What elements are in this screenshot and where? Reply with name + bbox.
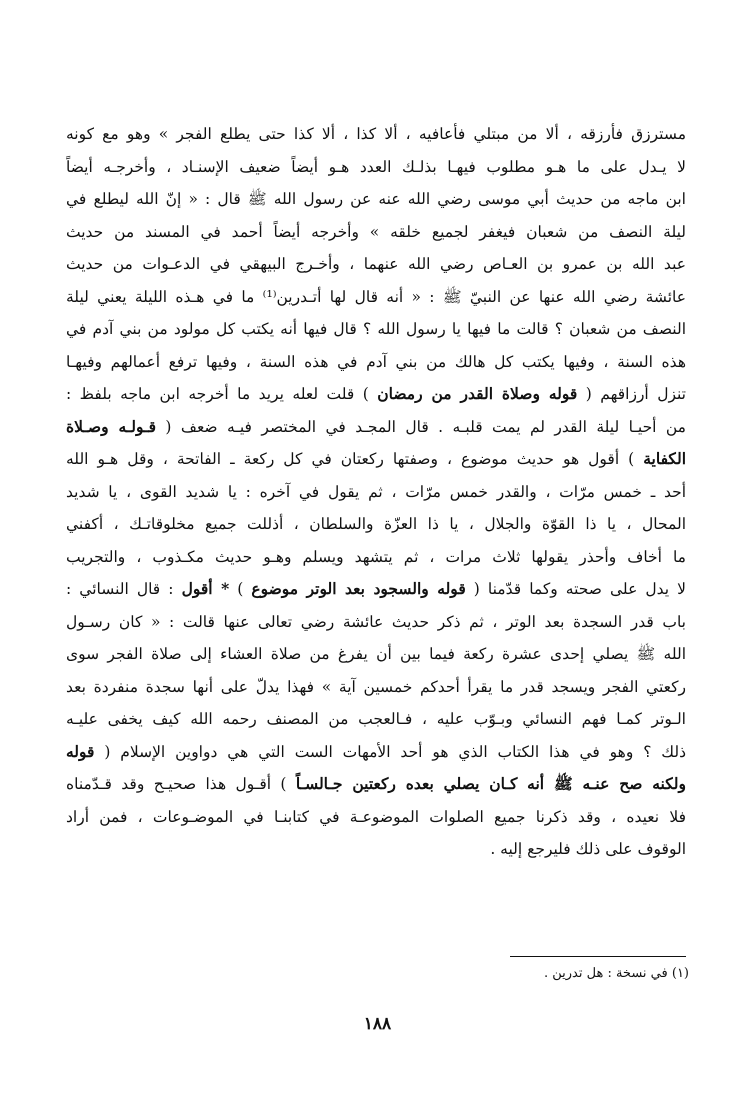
text-fragment: ) أقـول هذا صحيـح وقد قـدّمناه: [66, 775, 296, 793]
body-text: [66, 118, 686, 866]
bold-heading-fragment: قوله: [66, 741, 95, 761]
text-line: [66, 443, 686, 476]
text-fragment: ذلك ؟ وهو في هذا الكتاب الذي هو أحد الأمهات الست التي هي دواوين الإسلام (: [94, 742, 686, 761]
text-fragment: عبد الله بن عمرو بن العـاص رضي الله عنهما ، وأخـرج البيهقي في الدعـوات من حديث: [66, 255, 686, 273]
text-fragment: باب قدر السجدة بعد الوتر ، ثم ذكر حديث عائشة رضي تعالى عنها قالت : « كان رسـول: [66, 612, 686, 631]
bold-heading-fragment: ولكنه صح عنـه ﷺ أنه كـان يصلي بعده ركعتين جـالسـاً: [295, 774, 686, 793]
text-fragment: الوقوف على ذلك فليرجع إليه .: [490, 840, 686, 858]
text-fragment: أحد ـ خمس مرّات ، والقدر خمس مرّات ، ثم يقول في آخره : يا شديد القوى ، يا شديد: [66, 482, 686, 501]
text-fragment: عائشة رضي الله عنها عن النبيّ ﷺ : « أنه قال لها أتـدرين⁽¹⁾ ما في هـذه الليلة يعني ليلة: [66, 287, 686, 306]
text-fragment: لا يدل على صحته وكما قدّمنا (: [465, 580, 686, 598]
text-line: [66, 703, 686, 736]
text-fragment: فلا نعيده ، وقد ذكرنا جميع الصلوات الموضوعـة في كتابنـا في الموضـوعات ، فمن أراد: [66, 807, 686, 826]
text-line: [66, 573, 686, 606]
text-line: [66, 151, 686, 184]
text-fragment: هذه السنة ، وفيها يكتب كل هالك من بني آدم في هذه السنة ، وفيها ترفع أعمالهم وفيهـا: [66, 352, 686, 371]
bold-heading-fragment: قوله والسجود بعد الوتر موضوع: [251, 579, 466, 598]
text-line: [66, 118, 686, 151]
text-line: [66, 216, 686, 249]
footnote: (١) في نسخة : هل تدرين .: [543, 966, 689, 981]
text-fragment: الله ﷺ يصلي إحدى عشرة ركعة فيما بين أن يفرغ من صلاة العشاء إلى صلاة الفجر سوى: [66, 645, 686, 663]
page-number: ١٨٨: [363, 1014, 392, 1034]
text-line: [66, 638, 686, 671]
text-line: [66, 281, 686, 314]
text-line: [66, 606, 686, 639]
text-line: [66, 411, 686, 444]
text-line: [66, 541, 686, 574]
text-fragment: مسترزق فأرزقه ، ألا من مبتلي فأعافيه ، ألا كذا ، ألا كذا حتى يطلع الفجر » وهو مع كونه: [66, 125, 686, 143]
text-fragment: الـوتر كمـا فهم النسائي وبـوّب عليه ، فـالعجب من المصنف رحمه الله كيف يخفى عليـه: [66, 710, 686, 728]
text-line: [66, 671, 686, 704]
text-line: [66, 801, 686, 834]
text-fragment: ابن ماجه من حديث أبي موسى رضي الله عنه عن رسول الله ﷺ قال : « إنّ الله ليطلع في: [66, 190, 686, 208]
text-fragment: ) أقول هو حديث موضوع ، وصفتها ركعتان في كل ركعة ـ الفاتحة ، وقل هـو الله: [66, 450, 644, 468]
text-fragment: النصف من شعبان ؟ قالت ما فيها يا رسول الله ؟ قال فيها أنه يكتب كل مولود من بني آدم في: [66, 320, 686, 338]
bold-heading-fragment: قـولـه وصـلاة: [66, 416, 156, 436]
text-fragment: ما أخاف وأحذر يقولها ثلاث مرات ، ثم يتشهد ويسلم وهـو حديث مكـذوب ، والتجريب: [66, 547, 686, 566]
bold-heading-fragment: * أقول: [181, 579, 230, 598]
text-line: [66, 313, 686, 346]
text-line: [66, 248, 686, 281]
text-fragment: ) قلت لعله يريد ما أخرجه ابن ماجه بلفظ :: [66, 385, 378, 403]
text-fragment: تنزل أرزاقهم (: [577, 385, 686, 403]
text-line: [66, 378, 686, 411]
text-line: [66, 508, 686, 541]
text-line: [66, 736, 686, 769]
text-fragment: : قال النسائي :: [66, 580, 182, 598]
text-fragment: ركعتي الفجر ويسجد قدر ما يقرأ أحدكم خمسين آية » فهذا يدلّ على أنها سجدة منفردة بعد: [66, 677, 686, 696]
text-fragment: لا يـدل على ما هـو مطلوب فيهـا بذلـك العدد هـو أيضاً ضعيف الإسنـاد ، وأخرجـه أيضاً: [66, 157, 686, 176]
text-fragment: من أحيـا ليلة القدر لم يمت قلبـه . قال المجـد في المختصر فيـه ضعف (: [156, 417, 686, 436]
text-line: [66, 346, 686, 379]
bold-heading-fragment: قوله وصلاة القدر من رمضان: [377, 384, 578, 403]
bold-heading-fragment: الكفاية: [643, 449, 686, 468]
text-line: [66, 183, 686, 216]
footnote-divider: [510, 956, 686, 957]
text-line: [66, 833, 686, 866]
text-fragment: المحال ، يا ذا القوّة والجلال ، يا ذا العزّة والسلطان ، أذللت جميع مخلوقاتـك ، أكفني: [66, 515, 686, 533]
text-line: [66, 476, 686, 509]
text-fragment: ): [229, 580, 252, 598]
text-line: [66, 768, 686, 801]
text-fragment: ليلة النصف من شعبان فيغفر لجميع خلقه » وأخرجه أيضاً أحمد في المسند من حديث: [66, 222, 686, 241]
